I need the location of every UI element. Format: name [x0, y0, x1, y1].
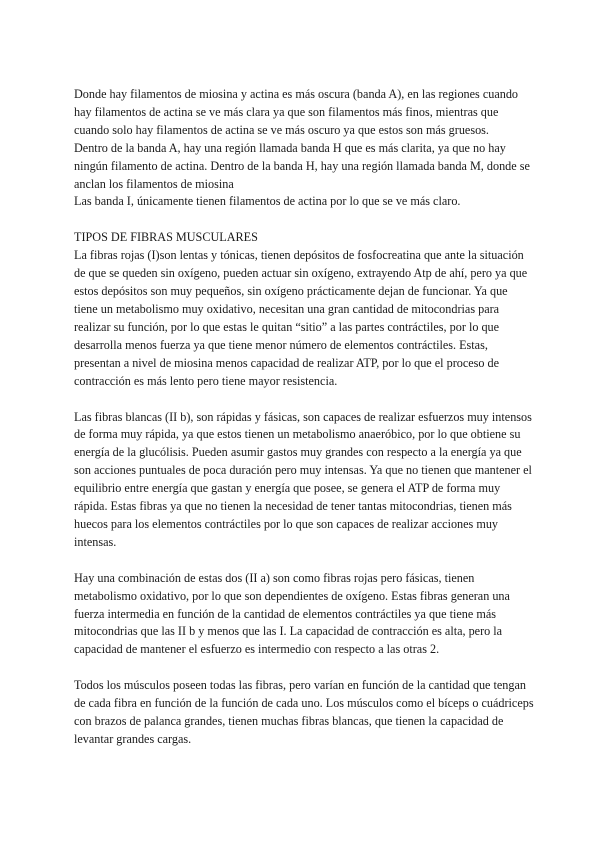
- paragraph-fibras-rojas: La fibras rojas (I)son lentas y tónicas, tienen depósitos de fosfocreatina que ante la situación de que se queden sin oxígeno, pueden actuar sin oxígeno, extrayendo Atp de ahí, pero ya que estos depósitos son muy pequeños, sin oxígeno prácticamente dejan de funcionar. Ya que tiene un metabolismo muy oxidativo, necesitan una gran cantidad de mitocondrias para realizar su función, por lo que estas le quitan “sitio” a las partes contráctiles, por lo que desarrolla menos fuerza ya que tiene menor número de elementos contráctiles. Estas, presentan a nivel de miosina menos capacidad de realizar ATP, por lo que el proceso de contracción es más lento pero tiene mayor resistencia.: [74, 248, 528, 388]
- paragraph-fibras-blancas: Las fibras blancas (II b), son rápidas y fásicas, son capaces de realizar esfuerzos muy intensos de forma muy rápida, ya que estos tienen un metabolismo anaeróbico, por lo que obtiene su energía de la glucólisis. Pueden asumir gastos muy grandes con respecto a la energía ya que son acciones puntuales de poca duración pero muy intensas. Ya que no tienen que mantener el equilibrio entre energía que gastan y energía que posee, se genera el ATP de forma muy rápida. Estas fibras ya que no tienen la necesidad de tener tantas mitocondrias, tienen más huecos para los elementos contráctiles por lo que son capaces de realizar acciones muy intensas.: [74, 409, 532, 549]
- paragraph-fibras-mixtas: Hay una combinación de estas dos (II a) son como fibras rojas pero fásicas, tienen metabolismo oxidativo, por lo que son dependientes de oxígeno. Estas fibras generan una fuerza intermedia en función de la cantidad de elementos contráctiles ya que tiene más mitocondrias que las II b y menos que las I. La capacidad de contracción es alta, pero la capacidad de mantener el esfuerzo es intermedio con respecto a las otras 2.: [74, 570, 510, 657]
- intro-paragraph-3: Las banda I, únicamente tienen filamentos de actina por lo que se ve más claro.: [74, 194, 461, 209]
- paragraph-todos-musculos: Todos los músculos poseen todas las fibras, pero varían en función de la cantidad que tengan de cada fibra en función de la función de cada uno. Los músculos como el bíceps o cuádriceps con brazos de palanca grandes, tienen muchas fibras blancas, que tienen la capacidad de levantar grandes cargas.: [74, 678, 534, 746]
- intro-paragraph-2: Dentro de la banda A, hay una región llamada banda H que es más clarita, ya que no hay ningún filamento de actina. Dentro de la banda H, hay una región llamada banda M, donde se anclan los filamentos de miosina: [74, 140, 530, 191]
- intro-paragraph-1: Donde hay filamentos de miosina y actina es más oscura (banda A), en las regiones cuando hay filamentos de actina se ve más clara ya que son filamentos más finos, mientras que cuando solo hay filamentos de actina se ve más oscuro ya que estos son más gruesos.: [74, 87, 519, 137]
- section-heading: TIPOS DE FIBRAS MUSCULARES: [74, 230, 258, 245]
- document-body: [74, 86, 534, 749]
